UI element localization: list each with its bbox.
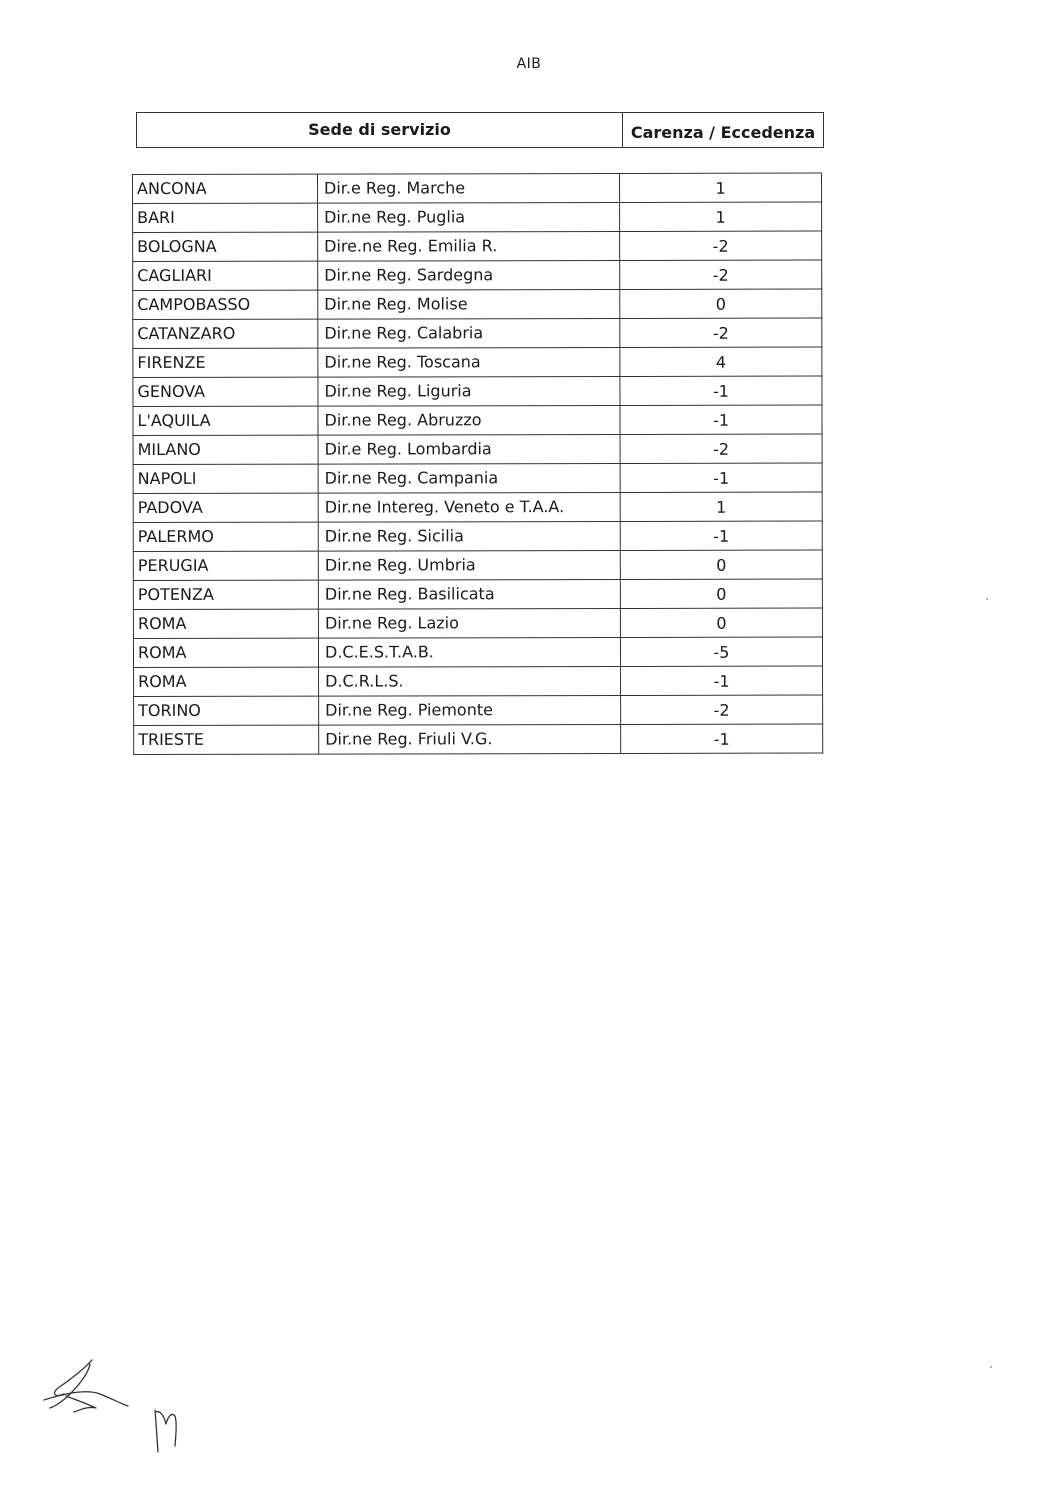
cell-value: -2	[620, 231, 822, 260]
cell-office: Dir.ne Reg. Sardegna	[318, 260, 620, 290]
cell-value: -1	[621, 666, 823, 695]
cell-value: 4	[620, 347, 822, 376]
table-row	[133, 347, 822, 377]
table-row	[134, 666, 823, 696]
cell-value: 0	[620, 608, 822, 637]
table-row	[133, 173, 822, 203]
cell-value: -1	[620, 376, 822, 405]
cell-office: Dir.ne Reg. Basilicata	[318, 579, 620, 609]
table-row	[133, 376, 822, 406]
table-row	[133, 405, 822, 435]
table-row	[134, 724, 823, 754]
cell-office: Dir.ne Reg. Molise	[318, 289, 620, 319]
cell-value: 1	[620, 173, 822, 202]
staffing-table	[132, 173, 823, 755]
cell-value: 1	[620, 202, 822, 231]
cell-office: Dir.ne Reg. Puglia	[318, 202, 620, 232]
table-header	[136, 112, 824, 148]
cell-office: D.C.E.S.T.A.B.	[318, 637, 620, 667]
table-row	[133, 231, 822, 261]
scan-speck	[986, 598, 988, 600]
cell-value: -2	[621, 695, 823, 724]
cell-value: 0	[620, 579, 822, 608]
cell-office: Dir.ne Reg. Liguria	[318, 376, 620, 406]
cell-value: -2	[620, 260, 822, 289]
scan-speck	[990, 1366, 992, 1368]
cell-city: CAGLIARI	[133, 261, 318, 290]
cell-office: Dir.e Reg. Marche	[318, 173, 620, 203]
table-row	[133, 318, 822, 348]
cell-value: -1	[621, 724, 823, 753]
cell-value: -1	[620, 521, 822, 550]
cell-office: Dir.ne Reg. Calabria	[318, 318, 620, 348]
cell-office: Dir.e Reg. Lombardia	[318, 434, 620, 464]
cell-city: GENOVA	[133, 377, 318, 406]
cell-office: Dir.ne Reg. Toscana	[318, 347, 620, 377]
cell-office: Dir.ne Reg. Lazio	[318, 608, 620, 638]
cell-city: MILANO	[133, 435, 318, 464]
cell-office: Dir.ne Reg. Sicilia	[318, 521, 620, 551]
table-row	[133, 579, 822, 609]
table-row	[133, 434, 822, 464]
handwritten-signature	[30, 1350, 210, 1460]
cell-office: Dir.ne Reg. Friuli V.G.	[319, 724, 621, 754]
cell-city: ROMA	[133, 609, 318, 638]
cell-value: 0	[620, 289, 822, 318]
cell-value: 0	[620, 550, 822, 579]
cell-city: NAPOLI	[133, 464, 318, 493]
cell-city: CATANZARO	[133, 319, 318, 348]
cell-office: Dire.ne Reg. Emilia R.	[318, 231, 620, 261]
table-row	[133, 289, 822, 319]
table-row	[133, 202, 822, 232]
cell-office: D.C.R.L.S.	[319, 666, 621, 696]
cell-city: PALERMO	[133, 522, 318, 551]
table-row	[133, 492, 822, 522]
cell-office: Dir.ne Reg. Umbria	[318, 550, 620, 580]
cell-city: CAMPOBASSO	[133, 290, 318, 319]
cell-office: Dir.ne Intereg. Veneto e T.A.A.	[318, 492, 620, 522]
cell-value: -1	[620, 405, 822, 434]
cell-city: L'AQUILA	[133, 406, 318, 435]
cell-city: POTENZA	[133, 580, 318, 609]
cell-value: -5	[620, 637, 822, 666]
cell-city: BARI	[133, 203, 318, 232]
cell-value: -2	[620, 434, 822, 463]
table-row	[133, 550, 822, 580]
header-sede: Sede di servizio	[137, 113, 623, 147]
cell-city: BOLOGNA	[133, 232, 318, 261]
cell-city: TORINO	[134, 696, 319, 725]
cell-office: Dir.ne Reg. Abruzzo	[318, 405, 620, 435]
table-row	[133, 260, 822, 290]
table-row	[133, 637, 822, 667]
cell-value: -1	[620, 463, 822, 492]
cell-city: TRIESTE	[134, 725, 319, 754]
page-label: AIB	[516, 56, 542, 72]
cell-office: Dir.ne Reg. Piemonte	[319, 695, 621, 725]
cell-city: PERUGIA	[133, 551, 318, 580]
cell-city: FIRENZE	[133, 348, 318, 377]
table-row	[134, 695, 823, 725]
cell-value: -2	[620, 318, 822, 347]
cell-city: ROMA	[133, 638, 318, 667]
table-row	[133, 521, 822, 551]
cell-office: Dir.ne Reg. Campania	[318, 463, 620, 493]
header-carenza: Carenza / Eccedenza	[630, 123, 816, 142]
table-row	[133, 463, 822, 493]
cell-city: PADOVA	[133, 493, 318, 522]
cell-value: 1	[620, 492, 822, 521]
table-row	[133, 608, 822, 638]
cell-city: ANCONA	[133, 174, 318, 203]
cell-city: ROMA	[134, 667, 319, 696]
